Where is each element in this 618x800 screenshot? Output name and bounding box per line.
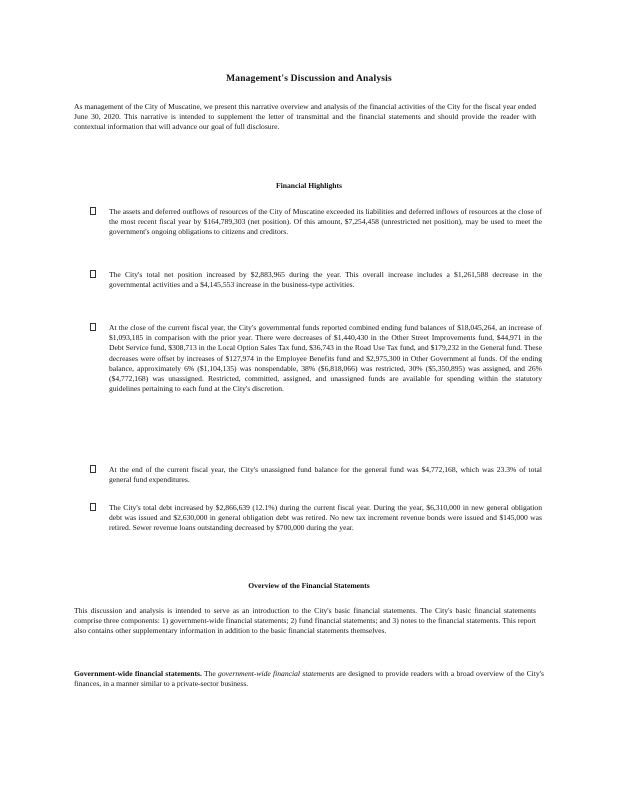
government-wide-text-1: The [201, 669, 219, 678]
overview-paragraph: This discussion and analysis is intended to serve as an introduction to the City's basic financial statements. The City's basic financial statements comprise three components: 1) government-wide financial statements; 2) fund financial statements; and 3) notes to the financial statements. This report also contains other supplementary information in addition to the basic financial statements themselves. [74, 606, 536, 636]
list-item [90, 323, 542, 394]
list-item-text: The assets and deferred outflows of resources of the City of Muscatine exceeded its liabilities and deferred inflows of resources at the close of the most recent fiscal year by $164,789,303 (net position). Of this amount, $7,254,458 (unrestricted net position), may be used to meet the government's ongoing obligations to citizens and creditors. [109, 207, 542, 237]
list-item [90, 270, 542, 290]
list-item [90, 503, 542, 534]
list-item [90, 465, 542, 485]
bullet-icon [90, 207, 96, 215]
overview-heading: Overview of the Financial Statements [248, 581, 370, 590]
page-title: Management's Discussion and Analysis [226, 74, 392, 84]
government-wide-lead: Government-wide financial statements. [74, 669, 202, 678]
list-item [90, 207, 542, 238]
government-wide-paragraph [74, 669, 544, 689]
list-item-text: The City's total net position increased by $2,883,965 during the year. This overall increase includes a $1,261,588 decrease in the governmental activities and a $4,145,553 increase in the business-type activities. [109, 270, 542, 290]
list-item-text: At the end of the current fiscal year, the City's unassigned fund balance for the general fund was $4,772,168, which was 23.3% of total general fund expenditures. [109, 465, 542, 485]
intro-paragraph: As management of the City of Muscatine, we present this narrative overview and analysis of the financial activities of the City for the fiscal year ended June 30, 2020. This narrative is intended to supplement the letter of transmittal and the financial statements and should provide the reader with contextual information that will advance our goal of full disclosure. [74, 102, 536, 132]
financial-highlights-heading: Financial Highlights [275, 181, 343, 190]
bullet-icon [90, 323, 96, 331]
bullet-icon [90, 503, 96, 511]
bullet-icon [90, 465, 96, 473]
government-wide-italic: government-wide financial statements [218, 669, 335, 678]
list-item-text: At the close of the current fiscal year, the City's governmental funds reported combined ending fund balances of $18,045,264, an increase of $1,093,185 in comparison with the prior year. There were decreases of $1,440,430 in the Other Street Improvements fund, $44,971 in the Debt Service fund, $308,713 in the Local Option Sales Tax fund, $36,743 in the Road Use Tax fund, and $179,232 in the General fund. These decreases were offset by increases of $127,974 in the Employee Benefits fund and $2,975,300 in Other Government al funds. Of the ending balance, approximately 6% ($1,104,135) was nonspendable, 38% ($6,818,066) was restricted, 30% ($5,350,895) was assigned, and 26% ($4,772,168) was unassigned. Restricted, committed, assigned, and unassigned funds are available for spending within the statutory guidelines pertaining to each fund at the City's discretion. [109, 323, 542, 394]
government-wide-text-2: are designed to provide readers with a broad overview of the City's finances, in a manner similar to a private-sector business. [74, 669, 544, 689]
list-item-text: The City's total debt increased by $2,866,639 (12.1%) during the current fiscal year. During the year, $6,310,000 in new general obligation debt was issued and $2,630,000 in general obligation debt was retired. No new tax increment revenue bonds were issued and $145,000 was retired. Sewer revenue loans outstanding decreased by $700,000 during the year. [109, 503, 542, 533]
bullet-icon [90, 270, 96, 278]
